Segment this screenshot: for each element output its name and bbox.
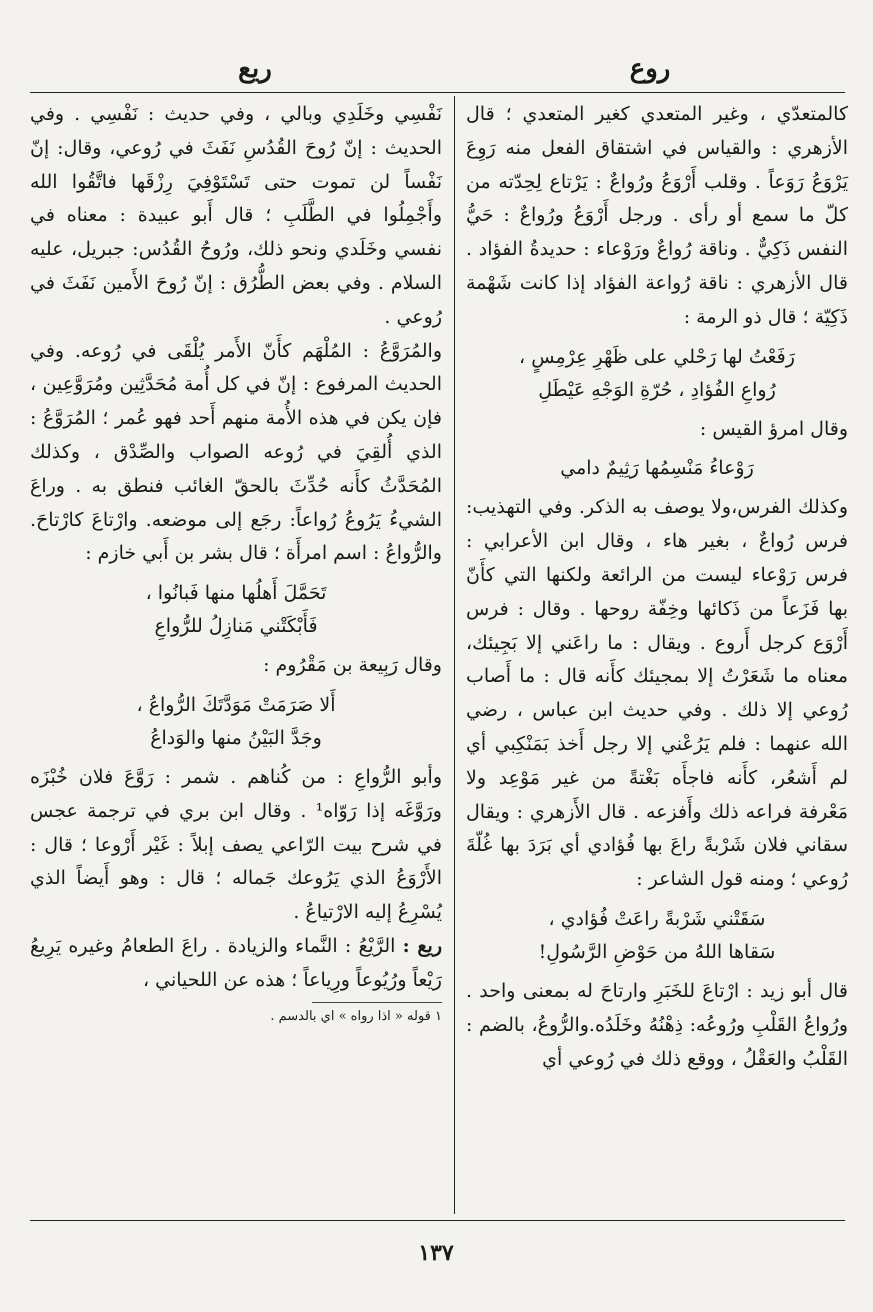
verse — [30, 689, 442, 755]
paragraph: وأبو الرُّواعِ : من كُناهم . شمر : رَوَّعَ فلان خُبْزَه ورَوَّغَه إذا رَوّاه¹ . وقال ابن بري في ترجمة عجس في شرح بيت الرّاعي يصف إبلاً : غَيْر أَرْوعا ؛ قال : الأَرْوَعُ الذي يَرُوعك جَماله ؛ قال : وهو أَيضاً الذي يُسْرِعُ إليه الارْتياعُ . — [30, 765, 442, 924]
paragraph: والمُرَوَّعُ : المُلْهَم كأَنّ الأَمر يُلْقَى في رُوعه. وفي الحديث المرفوع : إنّ في كل أُمة مُحَدَّثِين ومُرَوَّعِين ، فإن يكن في هذه الأُمة منهم أَحد فهو عُمر ؛ المُرَوَّعُ : الذي أُلقِيَ في رُوعه الصواب والصِّدْق ، وكذلك المُحَدَّثُ كأَنه حُدِّثَ بالحقّ الغائب فنطق به . وراعَ الشيءُ يَرُوعُ رُواعاً: رجَع إلى موضعه. وارْتاعَ كارْتاحَ. والرُّواعُ : اسم امرأَة ؛ قال بشر بن أَبي خازم : — [30, 339, 442, 565]
verse — [466, 341, 848, 407]
top-rule — [30, 92, 845, 93]
footnote: ١ قوله « اذا رواه » اي بالدسم . — [270, 1008, 442, 1024]
entry-paragraph — [30, 930, 442, 998]
paragraph: وكذلك الفرس،ولا يوصف به الذكر. وفي التهذيب: فرس رُواعٌ ، بغير هاء ، وقال ابن الأعرابي : فرس رَوْعاء ليست من الرائعة ولكنها التي كأَنّ بها فَزَعاً من ذَكائها وخِفّة روحها . وقال : فرس أَرْوَع كرجل أَروع . ويقال : ما راعَني إلا بَجِيئك، معناه ما شَعَرْتُ إلا بمجيئك كأَنه قال : ما أَصاب رُوعي إلا ذلك . وفي حديث ابن عباس ، رضي الله عنهما : فلم يَرُعْني إلا رجل أَخذ بَمَنْكِبي أي لم أَشعُر، كأَنه فاجأَه بَغْتةً من غير مَوْعِد ولا مَعْرفة فراعه ذلك وأَفزعه . قال الأَزهري : ويقال سقاني فلان شَرْبةً راعَ بها فُؤادي أي بَرَدَ بها غُلّةَ رُوعي ؛ ومنه قول الشاعر : — [466, 496, 848, 891]
right-column — [466, 98, 848, 1076]
verse-line: وجَدَّ البَيْنُ منها والوَداعُ — [150, 726, 322, 749]
page-number: ١٣٧ — [418, 1240, 454, 1266]
verse-line: رَوْعاءُ مَنْسِمُها رَثِيمٌ دامي — [560, 457, 754, 480]
verse-line: سَقاها اللهُ من حَوْضِ الرَّسُولِ! — [538, 940, 776, 963]
verse — [30, 577, 442, 643]
bottom-rule — [30, 1220, 845, 1221]
header-word-left: ريع — [238, 54, 272, 84]
paragraph: كالمتعدّي ، وغير المتعدي كغير المتعدي ؛ قال الأزهري : والقياس في اشتقاق الفعل منه رَوِعَ يَرْوَعُ رَوَعاً . وقلب أَرْوَعُ ورُواعٌ : يَرْتاع لِحِدّته من كلّ ما سمع أو رأى . ورجل أَرْوَعُ ورُواعٌ : حَيُّ النفس ذَكِيٌّ . وناقة رُواعٌ ورَوْعاء : حديدةُ الفؤاد . قال الأزهري : ناقة رُواعة الفؤاد إذا كانت شَهْمة ذَكِيّة ؛ قال ذو الرمة : — [466, 103, 848, 328]
column-divider — [454, 96, 455, 1214]
verse-line: تَحَمَّلَ أَهلُها منها فَبانُوا ، — [145, 582, 327, 605]
verse-line: رُواعِ الفُؤادِ ، حُرّةِ الوَجْهِ عَيْطَلِ — [538, 378, 776, 401]
paragraph: نَفْسِي وخَلَدِي وبالي ، وفي حديث : نَفْسِي . وفي الحديث : إنّ رُوحَ القُدُسِ نَفَثَ في رُوعي، وقال: إنّ نَفْساً لن تموت حتى تَسْتَوْفِيَ رِزْقَها فاتَّقُوا الله وأَجْمِلُوا في الطَّلَبِ ؛ قال أَبو عبيدة : معناه في نفسي وخَلَدي ونحو ذلك، ورُوحُ القُدُس: جبريل، عليه السلام . وفي بعض الطُّرُق : إنّ رُوحَ الأَمين نَفَثَ في رُوعي . — [30, 103, 442, 328]
verse-line: فَأَبْكَتْني مَنازِلُ للرُّواعِ — [154, 615, 318, 638]
entry-headword: ريع : — [402, 934, 442, 957]
verse — [466, 452, 848, 485]
paragraph: قال أبو زيد : ارْتاعَ للخَبَرِ وارتاحَ له بمعنى واحد . ورُواعُ القَلْبِ ورُوعُه: ذِهْنُهُ وخَلَدُه.والرُّوعُ، بالضم : القَلْبُ والعَقْلُ ، ووقع ذلك في رُوعي أي — [466, 979, 848, 1070]
footnote-rule — [312, 1002, 442, 1003]
paragraph: وقال امرؤ القيس : — [699, 417, 848, 440]
left-column — [30, 98, 442, 1027]
verse-line: سَقَتْني شَرْبةً راعَتْ فُؤادي ، — [548, 907, 766, 930]
header-word-right: روع — [629, 54, 671, 84]
verse — [466, 903, 848, 969]
verse-line: رَفَعْتُ لها رَحْلي على ظَهْرِ عِرْمِسٍ ، — [519, 345, 795, 368]
paragraph: وقال رَبِيعة بن مَقْرُوم : — [263, 654, 442, 677]
entry-text: الرَّيْعُ : النَّماء والزيادة . راعَ الطعامُ وغيره يَرِيعُ رَيْعاً ورُيُوعاً ورِياعاً ؛ هذه عن اللحياني ، — [30, 934, 442, 991]
verse-line: أَلا صَرَمَتْ مَوَدَّتَكَ الرُّواعُ ، — [136, 693, 336, 716]
